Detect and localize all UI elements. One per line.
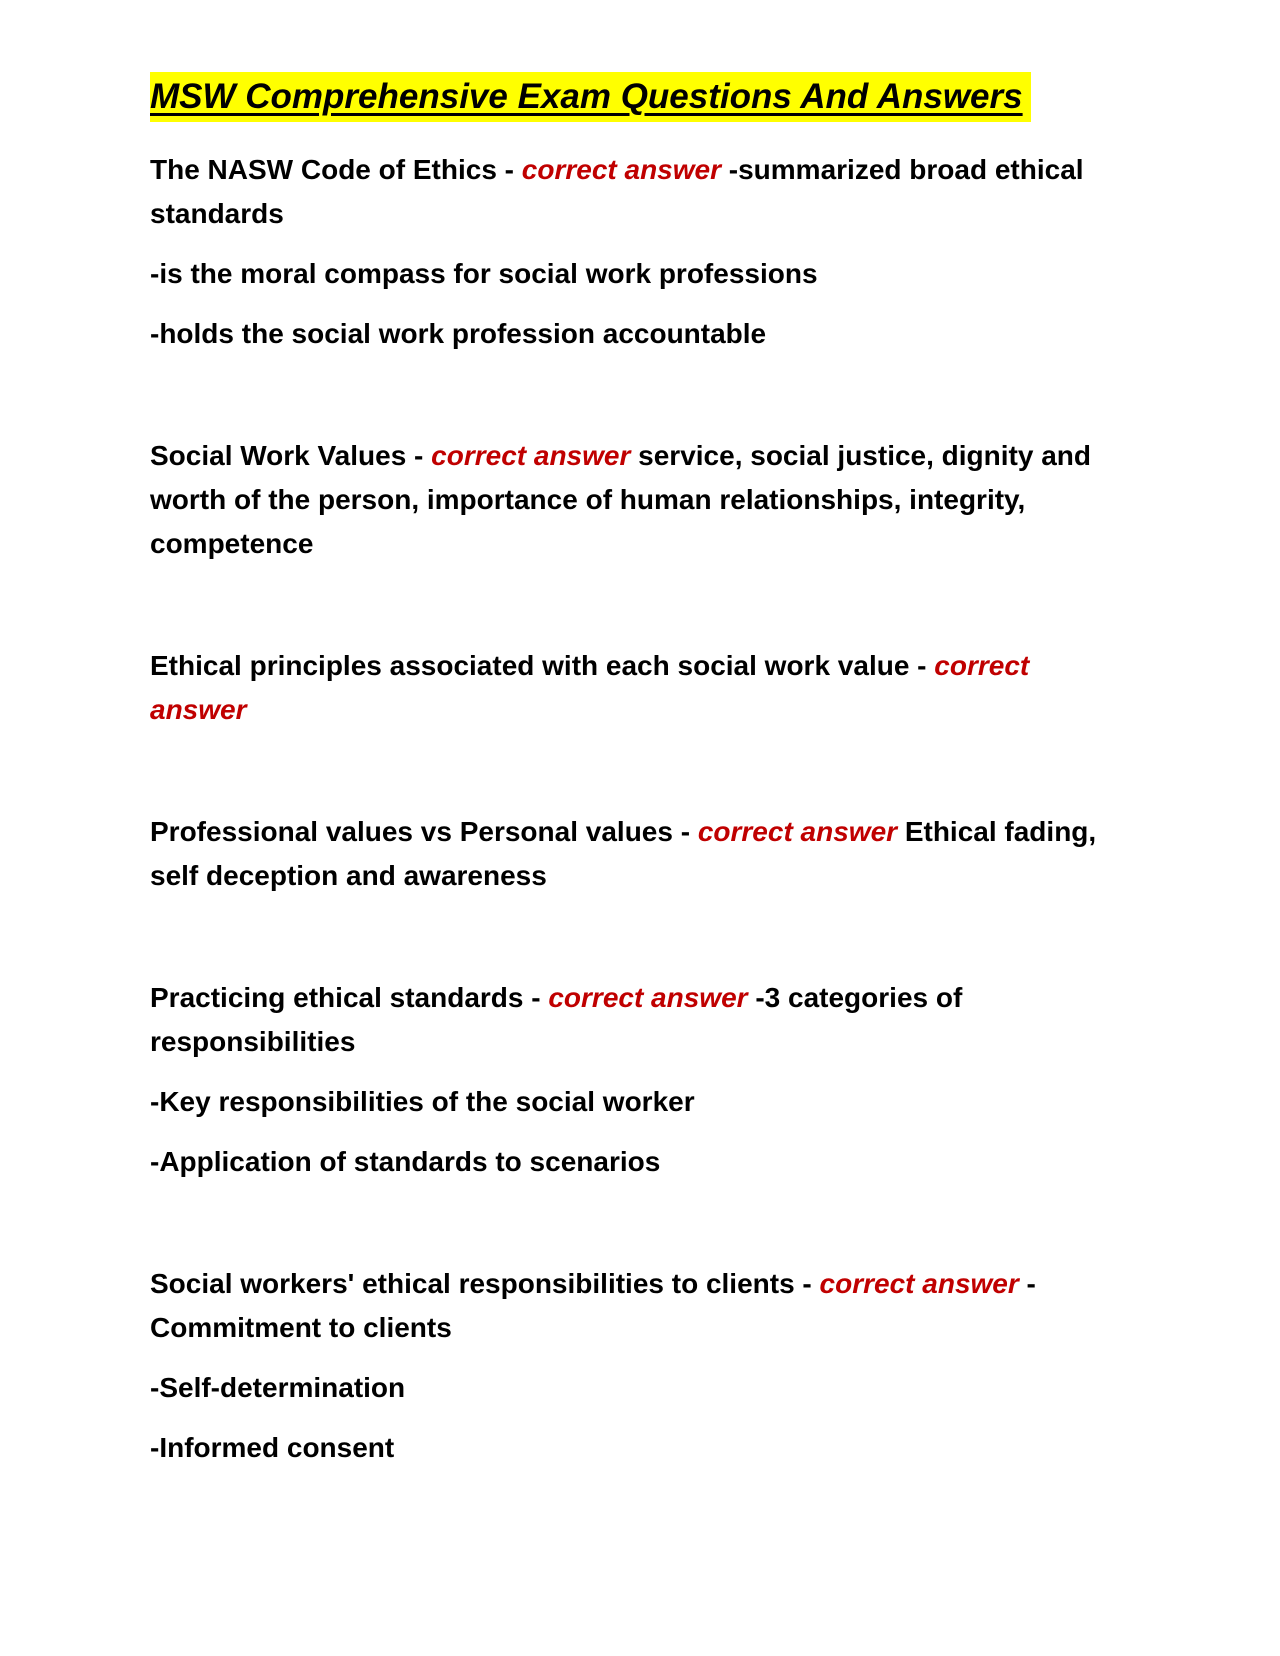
question-term: Ethical principles associated with each social work value - [150, 650, 935, 681]
question-line [150, 148, 1130, 236]
document-title: MSW Comprehensive Exam Questions And Answers [150, 72, 1031, 122]
question-line [150, 434, 1130, 566]
answer-item: -Key responsibilities of the social worker [150, 1086, 695, 1117]
document-page [150, 72, 1130, 1486]
correct-answer-marker: correct answer [150, 650, 1030, 725]
answer-text: -3 categories of responsibilities [150, 982, 963, 1057]
correct-answer-marker: correct answer [431, 440, 631, 471]
answer-item: -is the moral compass for social work professions [150, 258, 818, 289]
answer-item: -Self-determination [150, 1372, 406, 1403]
question-line [150, 810, 1130, 898]
correct-answer-marker: correct answer [819, 1268, 1019, 1299]
question-line [150, 1262, 1130, 1350]
answer-item: -Informed consent [150, 1432, 395, 1463]
correct-answer-marker: correct answer [697, 816, 898, 847]
question-line [150, 644, 1130, 732]
question-term: Social workers' ethical responsibilities to clients - [150, 1268, 820, 1299]
qa-entry [150, 148, 1130, 356]
qa-entry [150, 810, 1130, 898]
correct-answer-marker: correct answer [521, 154, 721, 185]
question-line [150, 976, 1130, 1064]
question-term: Professional values vs Personal values - [150, 816, 698, 847]
answer-item: -Application of standards to scenarios [150, 1146, 661, 1177]
qa-entry [150, 434, 1130, 566]
question-term: The NASW Code of Ethics - [150, 154, 522, 185]
answer-text: Ethical fading, self deception and awareness [150, 816, 1097, 891]
answer-text: service, social justice, dignity and worth of the person, importance of human relationships, integrity, competence [150, 440, 1091, 559]
answer-text: -summarized broad ethical standards [150, 154, 1084, 229]
question-term: Social Work Values - [150, 440, 432, 471]
qa-entry [150, 976, 1130, 1184]
answer-text: -Commitment to clients [150, 1268, 1036, 1343]
correct-answer-marker: correct answer [548, 982, 748, 1013]
qa-entry [150, 1262, 1130, 1470]
answer-item: -holds the social work profession accountable [150, 318, 767, 349]
qa-entry [150, 644, 1130, 732]
question-term: Practicing ethical standards - [150, 982, 549, 1013]
